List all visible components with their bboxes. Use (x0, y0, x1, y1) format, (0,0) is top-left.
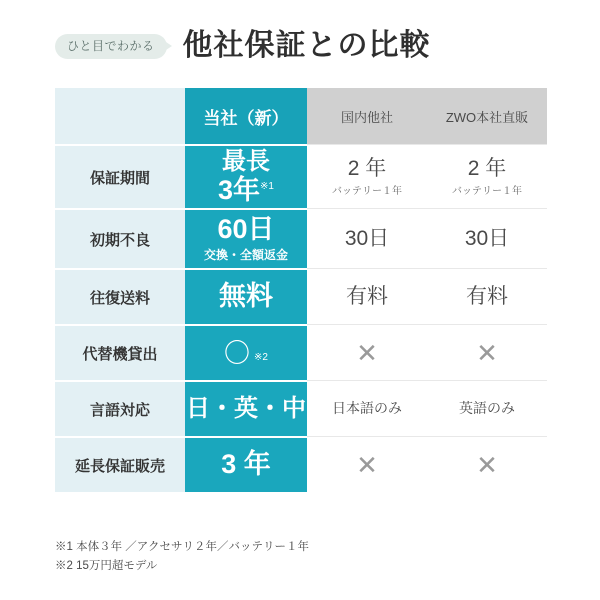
table-row (55, 208, 547, 268)
zwo-value-language (427, 380, 547, 436)
table-row (55, 380, 547, 436)
domestic-value-extended-warranty (307, 436, 427, 492)
own-language-main: 日・英・中 (186, 394, 306, 422)
own-warranty-main2: 3年$^{※1}$ (218, 174, 274, 205)
domestic-warranty-value: 2 年 (347, 156, 387, 180)
zwo-warranty-value: 2 年 (467, 156, 507, 180)
own-value-shipping (185, 268, 307, 324)
zwo-value-warranty-period (427, 144, 547, 208)
zwo-language-value: 英語のみ (459, 400, 515, 417)
own-shipping-main: 無料 (219, 281, 273, 312)
zwo-shipping-value: 有料 (466, 284, 508, 308)
own-warranty-main: 最長 (222, 147, 270, 175)
footnote-2: ※2 15万円超モデル (55, 559, 158, 572)
domestic-language-value: 日本語のみ (332, 400, 402, 417)
column-header-blank (55, 88, 185, 144)
footnotes (55, 538, 309, 576)
circle-icon: 〇 (224, 337, 251, 368)
domestic-initial-defect-value: 30日 (344, 226, 390, 250)
domestic-value-warranty-period (307, 144, 427, 208)
table-row (55, 144, 547, 208)
comparison-table (55, 88, 547, 492)
zwo-value-initial-defect (427, 208, 547, 268)
row-label-loaner: 代替機貸出 (55, 324, 185, 380)
zwo-value-extended-warranty (427, 436, 547, 492)
page-title: 他社保証との比較 (182, 29, 431, 62)
own-extended-warranty-main: 3 年 (221, 449, 271, 480)
table-row (55, 268, 547, 324)
zwo-value-shipping (427, 268, 547, 324)
zwo-warranty-note: バッテリー１年 (452, 186, 522, 198)
domestic-value-language (307, 380, 427, 436)
own-initial-defect-sub: 交換・全額返金 (203, 248, 288, 263)
cross-icon: ✕ (476, 449, 498, 480)
table-row (55, 324, 547, 380)
column-header-own: 当社（新） (185, 88, 307, 144)
own-value-initial-defect (185, 208, 307, 268)
row-label-language: 言語対応 (55, 380, 185, 436)
footnote-1: ※1 本体３年 ／アクセサリ２年／バッテリー１年 (55, 541, 309, 553)
domestic-value-shipping (307, 268, 427, 324)
header-badge: ひと目でわかる (55, 34, 167, 59)
cross-icon: ✕ (356, 449, 378, 480)
own-value-loaner (185, 324, 307, 380)
row-label-shipping: 往復送料 (55, 268, 185, 324)
row-label-extended-warranty: 延長保証販売 (55, 436, 185, 492)
domestic-value-initial-defect (307, 208, 427, 268)
cross-icon: ✕ (356, 337, 378, 368)
table-row (55, 436, 547, 492)
domestic-shipping-value: 有料 (346, 284, 388, 308)
zwo-value-loaner (427, 324, 547, 380)
own-warranty-footnote-mark: ※1 (260, 180, 274, 192)
column-header-zwo: ZWO本社直販 (427, 88, 547, 144)
column-header-domestic: 国内他社 (307, 88, 427, 144)
own-value-language (185, 380, 307, 436)
header (0, 22, 600, 70)
row-label-initial-defect: 初期不良 (55, 208, 185, 268)
cross-icon: ✕ (476, 337, 498, 368)
own-initial-defect-main: 60日 (217, 213, 275, 244)
table-header-row (55, 88, 547, 144)
own-loaner-footnote-mark: ※2 (254, 351, 268, 363)
zwo-initial-defect-value: 30日 (464, 226, 510, 250)
domestic-value-loaner (307, 324, 427, 380)
own-value-warranty-period (185, 144, 307, 208)
domestic-warranty-note: バッテリー１年 (332, 186, 402, 198)
row-label-warranty-period: 保証期間 (55, 144, 185, 208)
own-value-extended-warranty (185, 436, 307, 492)
